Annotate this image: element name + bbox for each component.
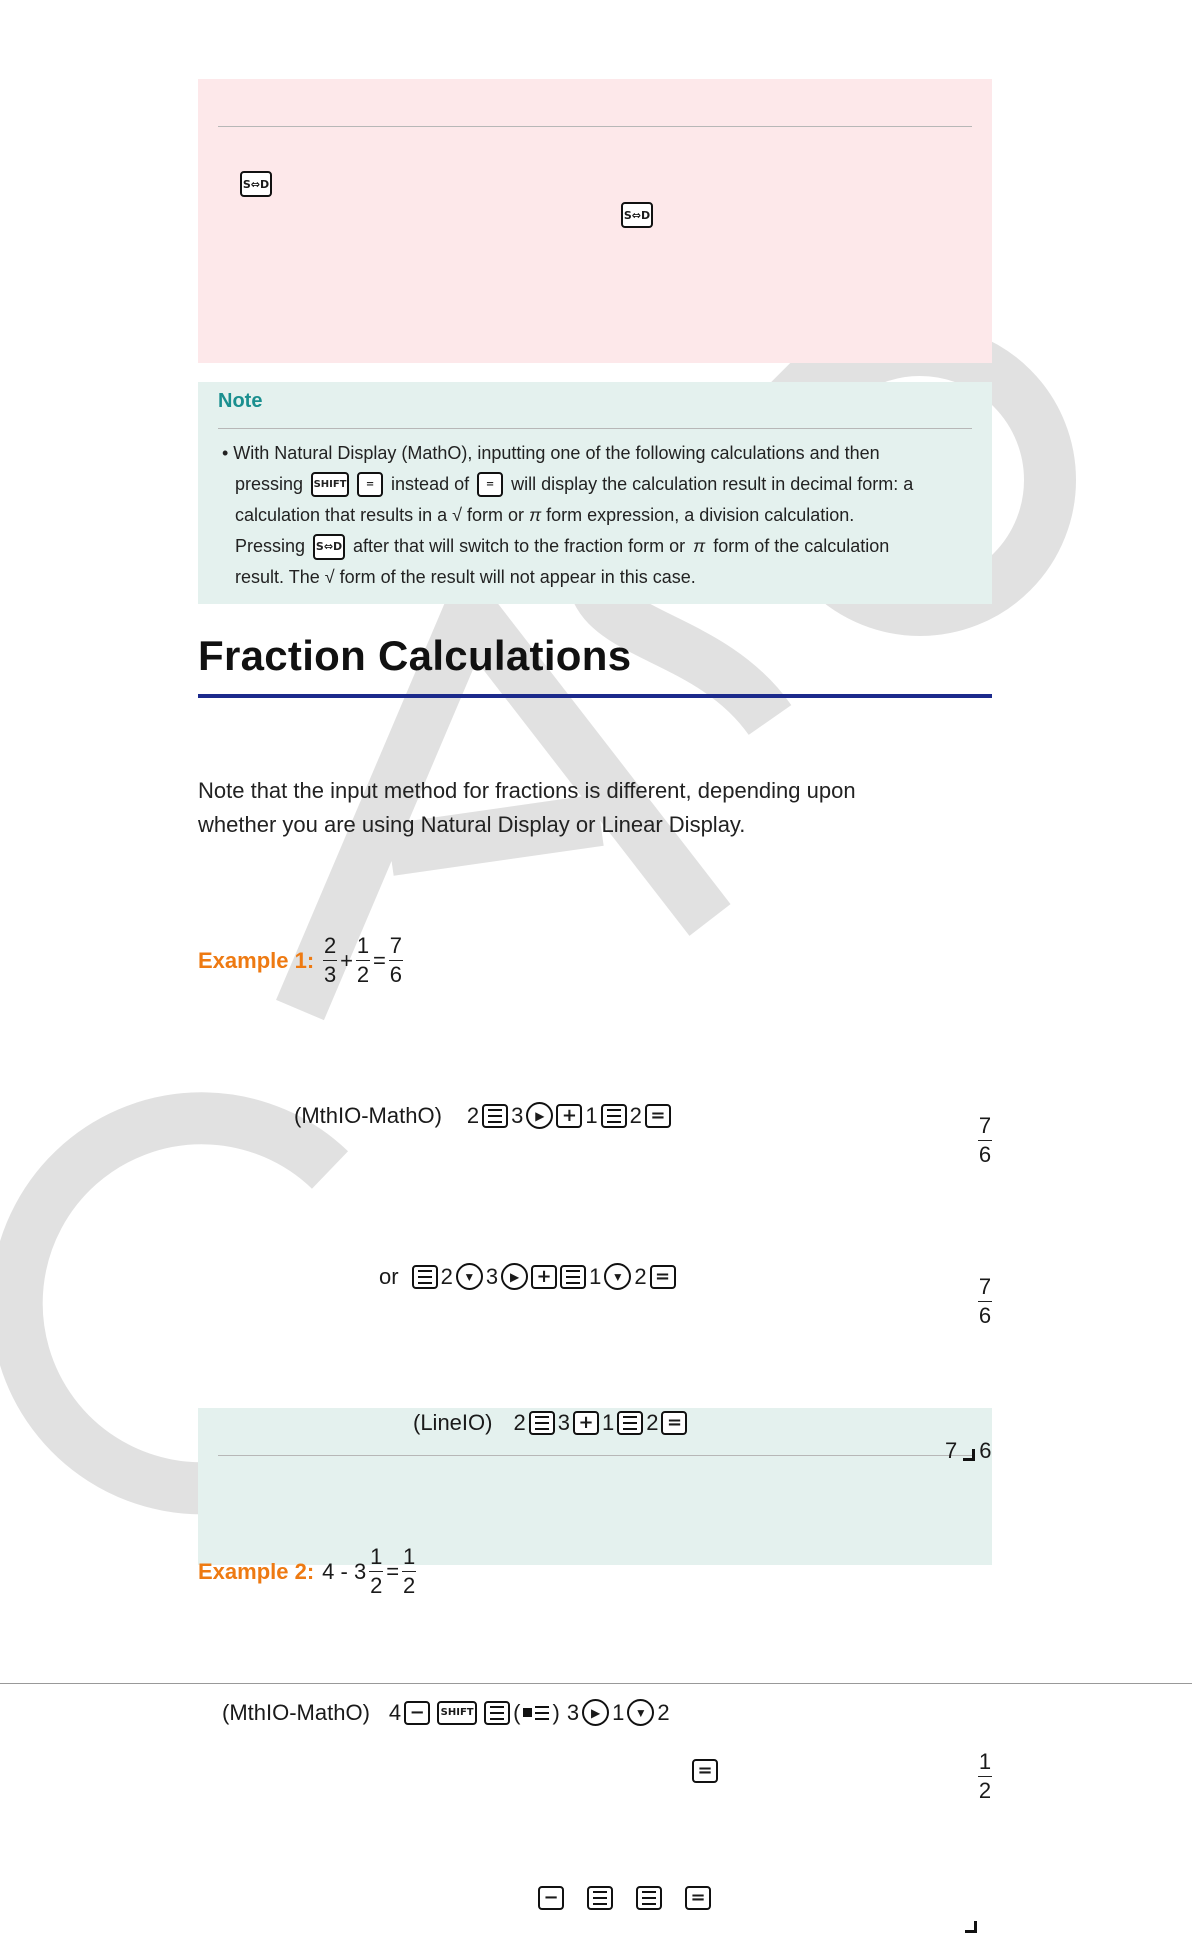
tip-divider xyxy=(218,126,972,127)
section-underline xyxy=(198,694,992,698)
minus-key-icon: − xyxy=(404,1701,430,1725)
equals-key-icon: = xyxy=(645,1104,671,1128)
numerator: 7 xyxy=(389,933,403,958)
digit: 1 xyxy=(612,1699,625,1725)
down-arrow-key-icon: ▼ xyxy=(604,1263,631,1290)
shift-key-icon: SHIFT xyxy=(311,472,349,497)
digit: 2 xyxy=(634,1263,647,1289)
numerator: 7 xyxy=(978,1274,992,1299)
denominator: 2 xyxy=(370,1573,383,1598)
note-text-instead: instead of xyxy=(391,474,470,494)
equals-sign: = xyxy=(373,947,386,973)
numerator: 2 xyxy=(324,933,337,958)
equals-key-icon: = xyxy=(685,1886,711,1910)
numerator: 7 xyxy=(978,1113,992,1138)
denominator: 2 xyxy=(402,1573,416,1598)
pi-symbol: π xyxy=(693,536,706,556)
numerator: 1 xyxy=(356,933,370,958)
equals-key-icon: = xyxy=(357,472,383,497)
example1-result-a xyxy=(975,1114,1192,1167)
digit: 2 xyxy=(513,1410,526,1435)
note-text-pressing: pressing xyxy=(235,474,304,494)
example1-result-c xyxy=(945,1438,1192,1464)
equals-key-icon: = xyxy=(661,1411,687,1435)
intro-line-1: Note that the input method for fractions is different, depending upon xyxy=(198,778,856,803)
paren-close: ) xyxy=(552,1699,560,1725)
denominator: 2 xyxy=(356,962,370,987)
equals-sign: = xyxy=(386,1558,400,1584)
equals-key-icon: = xyxy=(477,472,503,497)
fraction-key-icon xyxy=(484,1701,510,1725)
numerator: 1 xyxy=(402,1544,416,1569)
digit: 3 xyxy=(566,1699,580,1725)
digit: 2 xyxy=(466,1102,480,1128)
sqrt-symbol: √ xyxy=(324,567,335,587)
fraction-key-icon xyxy=(601,1104,627,1128)
example1-label: Example 1: xyxy=(198,947,315,973)
example2-heading xyxy=(198,1545,1192,1598)
fraction-key-icon xyxy=(412,1265,438,1289)
digit: 3 xyxy=(485,1263,499,1289)
mode-label: (MthIO-MathO) xyxy=(222,1699,370,1725)
note-box xyxy=(198,382,992,604)
result-whole: 7 xyxy=(945,1438,958,1463)
digit: 1 xyxy=(589,1263,602,1289)
note-line-5 xyxy=(222,562,982,593)
note-line-1: • With Natural Display (MathO), inputting one of the following calculations and then xyxy=(222,443,880,463)
example1-line-sequence xyxy=(413,1410,1192,1436)
fraction-key-icon xyxy=(587,1886,613,1910)
linear-fraction-mark-icon xyxy=(965,1921,977,1933)
fraction xyxy=(369,1545,383,1598)
fraction xyxy=(323,934,337,987)
numerator: 1 xyxy=(370,1544,383,1569)
down-arrow-key-icon: ▼ xyxy=(456,1263,483,1290)
denominator: 3 xyxy=(324,962,337,987)
plus-key-icon: + xyxy=(573,1411,599,1435)
fraction xyxy=(978,1750,992,1803)
operator: + xyxy=(340,947,354,973)
digit: 3 xyxy=(557,1410,570,1435)
denominator: 6 xyxy=(978,1303,992,1328)
sqrt-symbol: √ xyxy=(452,505,463,525)
digit: 2 xyxy=(440,1263,453,1289)
section-title: Fraction Calculations xyxy=(198,632,632,679)
example1-heading xyxy=(198,934,1192,987)
note-text: form or xyxy=(467,505,525,525)
minus-key-icon: − xyxy=(538,1886,564,1910)
linear-fraction-mark-icon xyxy=(963,1449,975,1461)
section-intro xyxy=(198,774,978,842)
example2-math-sequence xyxy=(222,1699,1192,1726)
result-denominator: 6 xyxy=(979,1438,992,1463)
example1-result-b xyxy=(975,1275,1192,1328)
equals-key-icon: = xyxy=(650,1265,676,1289)
fraction-key-icon xyxy=(636,1886,662,1910)
note-body xyxy=(222,438,982,593)
denominator: 6 xyxy=(389,962,403,987)
note-line-3 xyxy=(222,500,982,531)
digit: 1 xyxy=(585,1102,598,1128)
example2-label: Example 2: xyxy=(198,1558,315,1584)
expression-text: 4 - 3 xyxy=(322,1558,367,1584)
numerator: 1 xyxy=(978,1749,992,1774)
fraction-key-icon xyxy=(529,1411,555,1435)
mixed-fraction-icon xyxy=(523,1705,549,1721)
fraction xyxy=(356,934,370,987)
or-label: or xyxy=(379,1263,399,1289)
digit: 1 xyxy=(601,1410,615,1435)
fraction xyxy=(402,1545,416,1598)
note-line-2 xyxy=(222,469,982,500)
note-text: form of the calculation xyxy=(713,536,890,556)
mode-label: (MthIO-MathO) xyxy=(294,1102,442,1128)
intro-line-2: whether you are using Natural Display or Linear Display. xyxy=(198,812,746,837)
shift-key-icon: SHIFT xyxy=(437,1701,477,1725)
example2-result xyxy=(975,1750,1192,1803)
digit: 2 xyxy=(646,1410,659,1435)
sd-key-icon: S⇔D xyxy=(313,534,345,560)
paren-open: ( xyxy=(513,1699,521,1725)
page-bottom-rule xyxy=(0,1683,1192,1684)
digit: 4 xyxy=(388,1699,402,1725)
note-text: calculation that results in a xyxy=(235,505,448,525)
fraction xyxy=(978,1114,992,1167)
sd-key-icon: S⇔D xyxy=(621,202,653,228)
sd-key-icon: S⇔D xyxy=(240,171,272,197)
denominator: 6 xyxy=(978,1142,992,1167)
right-arrow-key-icon: ▶ xyxy=(582,1699,609,1726)
fraction xyxy=(389,934,403,987)
tip-box xyxy=(198,79,992,363)
plus-key-icon: + xyxy=(556,1104,582,1128)
note-text: form of the result will not appear in this case. xyxy=(339,567,696,587)
fraction-key-icon xyxy=(560,1265,586,1289)
down-arrow-key-icon: ▼ xyxy=(627,1699,654,1726)
denominator: 2 xyxy=(978,1778,992,1803)
note-text: form expression, a division calculation. xyxy=(546,505,855,525)
right-arrow-key-icon: ▶ xyxy=(501,1263,528,1290)
digit: 2 xyxy=(629,1102,642,1128)
note-text-decimal: will display the calculation result in decimal form: a xyxy=(511,474,914,494)
bottom-note-divider xyxy=(218,1455,972,1456)
note-divider xyxy=(218,428,972,429)
digit: 3 xyxy=(511,1102,524,1128)
note-title: Note xyxy=(218,390,263,412)
example2-line-sequence xyxy=(538,1886,1192,1910)
digit: 2 xyxy=(657,1699,670,1725)
mode-label: (LineIO) xyxy=(413,1410,493,1435)
right-arrow-key-icon: ▶ xyxy=(526,1102,553,1129)
pi-symbol: π xyxy=(529,505,542,525)
equals-key-icon: = xyxy=(692,1759,718,1783)
note-line-4 xyxy=(222,531,982,562)
fraction xyxy=(978,1275,992,1328)
fraction-key-icon xyxy=(617,1411,643,1435)
note-text: Pressing xyxy=(235,536,306,556)
note-text: result. The xyxy=(235,567,320,587)
plus-key-icon: + xyxy=(531,1265,557,1289)
fraction-key-icon xyxy=(482,1104,508,1128)
note-text: after that will switch to the fraction form or xyxy=(353,536,686,556)
